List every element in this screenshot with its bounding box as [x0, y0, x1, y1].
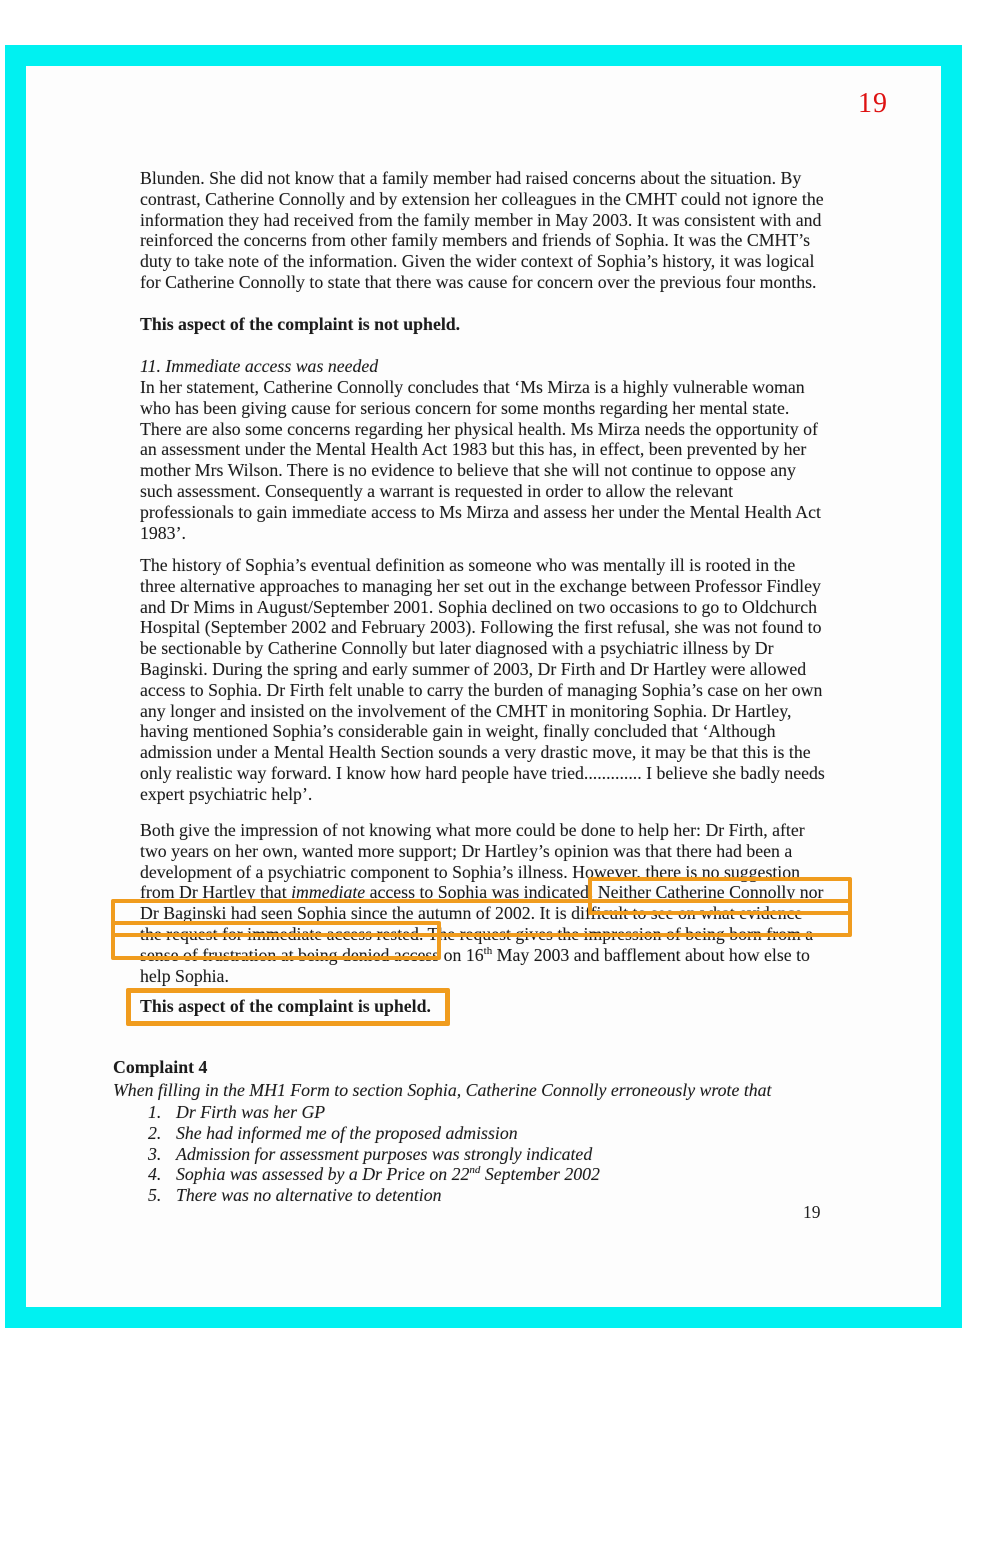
- text-line: an assessment under the Mental Health Act 1983 but this has, in effect, been prevented by her: [140, 439, 807, 460]
- text-line: having mentioned Sophia’s considerable gain in weight, finally concluded that ‘Although: [140, 721, 776, 742]
- paragraph-blunden: [140, 168, 824, 293]
- text-segment: Sophia was assessed by a Dr Price on 22: [176, 1164, 470, 1185]
- text-line: be sectionable by Catherine Connolly but later diagnosed with a psychiatric illness by Dr: [140, 638, 774, 659]
- superscript-nd: nd: [469, 1164, 481, 1177]
- complaint4-list: [148, 1102, 600, 1206]
- text-line: Dr Baginski had seen Sophia since the autumn of 2002. It is difficult to see on what evidence: [140, 903, 803, 924]
- text-line: 1983’.: [140, 522, 186, 543]
- text-segment: sense of frustration at being denied access on 16: [140, 944, 484, 965]
- text-line: The history of Sophia’s eventual definition as someone who was mentally ill is rooted in the: [140, 555, 796, 575]
- text-line: contrast, Catherine Connolly and by extension her colleagues in the CMHT could not ignore the: [140, 188, 824, 209]
- text-line: admission under a Mental Health Section sounds a very drastic move, it may be that this is the: [140, 742, 811, 763]
- text-line: There are also some concerns regarding her physical health. Ms Mirza needs the opportunity of: [140, 418, 818, 439]
- text-line: duty to take note of the information. Given the wider context of Sophia’s history, it was logical: [140, 251, 815, 272]
- list-item-text: [176, 1164, 600, 1185]
- list-item: [148, 1123, 600, 1144]
- text-line: [140, 882, 823, 903]
- text-line: such assessment. Consequently a warrant is requested in order to allow the relevant: [140, 480, 734, 501]
- list-item-text: Admission for assessment purposes was strongly indicated: [176, 1143, 593, 1164]
- text-line: professionals to gain immediate access to Ms Mirza and assess her under the Mental Health Act: [140, 501, 821, 522]
- text-line: development of a psychiatric component to Sophia’s illness. However, there is no suggestion: [140, 861, 801, 882]
- text-line: information they had received from the family member in May 2003. It was consistent with and: [140, 209, 822, 230]
- list-item-number: 3.: [148, 1143, 162, 1164]
- paragraph-impression: [140, 820, 823, 986]
- text-segment: May 2003 and bafflement about how else to: [492, 944, 810, 965]
- text-segment: access to Sophia was indicated. Neither Catherine Connolly nor: [365, 882, 824, 903]
- verdict-not-upheld: This aspect of the complaint is not upheld.: [140, 314, 461, 334]
- list-item-text: Dr Firth was her GP: [176, 1102, 326, 1122]
- list-item: [148, 1164, 600, 1185]
- text-line: In her statement, Catherine Connolly concludes that ‘Ms Mirza is a highly vulnerable woman: [140, 377, 805, 397]
- text-line: [140, 945, 823, 966]
- text-line: Blunden. She did not know that a family member had raised concerns about the situation. By: [140, 168, 802, 188]
- list-item-number: 4.: [148, 1164, 162, 1185]
- list-item-number: 5.: [148, 1185, 162, 1206]
- complaint4-intro: When filling in the MH1 Form to section Sophia, Catherine Connolly erroneously wrote that: [113, 1080, 772, 1100]
- text-line: help Sophia.: [140, 965, 229, 986]
- text-segment: from Dr Hartley that: [140, 882, 292, 903]
- text-line: Hospital (September 2002 and February 2003). Following the first refusal, she was not found to: [140, 617, 822, 638]
- text-line: two years on her own, wanted more support; Dr Hartley’s opinion was that there had been a: [140, 840, 793, 861]
- list-item-number: 2.: [148, 1122, 162, 1143]
- text-segment: September 2002: [480, 1164, 600, 1185]
- superscript-th: th: [483, 944, 493, 957]
- text-line: any longer and insisted on the involvement of the CMHT in monitoring Sophia. Dr Hartley,: [140, 700, 792, 721]
- section11-heading: 11. Immediate access was needed: [140, 356, 379, 376]
- text-line: Both give the impression of not knowing what more could be done to help her: Dr Firth, after: [140, 820, 805, 840]
- paragraph-statement: [140, 377, 821, 543]
- text-segment-italic: immediate: [291, 882, 366, 903]
- text-line: mother Mrs Wilson. There is no evidence to believe that she will not continue to oppose any: [140, 460, 796, 481]
- text-line: for Catherine Connolly to state that there was cause for concern over the previous four months.: [140, 271, 817, 292]
- page-number-bottom: 19: [803, 1202, 821, 1222]
- text-line: who has been giving cause for serious concern for some months regarding her mental state.: [140, 397, 790, 418]
- text-line: only realistic way forward. I know how hard people have tried............. I believe she badly needs: [140, 762, 825, 783]
- list-item-text: She had informed me of the proposed admission: [176, 1122, 518, 1143]
- list-item-number: 1.: [148, 1102, 162, 1122]
- text-line: access to Sophia. Dr Firth felt unable to carry the burden of managing Sophia’s case on her own: [140, 679, 823, 700]
- list-item: [148, 1102, 600, 1123]
- text-line: Baginski. During the spring and early summer of 2003, Dr Firth and Dr Hartley were allowed: [140, 658, 807, 679]
- text-line: expert psychiatric help’.: [140, 783, 313, 804]
- verdict-upheld-box: [126, 988, 450, 1026]
- list-item-text: There was no alternative to detention: [176, 1185, 442, 1206]
- text-line: three alternative approaches to managing her set out in the exchange between Professor Findley: [140, 575, 821, 596]
- page-number-top: 19: [858, 88, 888, 119]
- list-item: [148, 1185, 600, 1206]
- list-item: [148, 1144, 600, 1165]
- verdict-upheld: This aspect of the complaint is upheld.: [140, 996, 431, 1016]
- text-line: reinforced the concerns from other family members and friends of Sophia. It was the CMHT’s: [140, 230, 811, 251]
- paragraph-history: [140, 555, 825, 805]
- complaint4-heading: Complaint 4: [113, 1057, 208, 1077]
- text-line: and Dr Mims in August/September 2001. Sophia declined on two occasions to go to Oldchurch: [140, 596, 818, 617]
- text-line: the request for immediate access rested. The request gives the impression of being born from a: [140, 923, 814, 944]
